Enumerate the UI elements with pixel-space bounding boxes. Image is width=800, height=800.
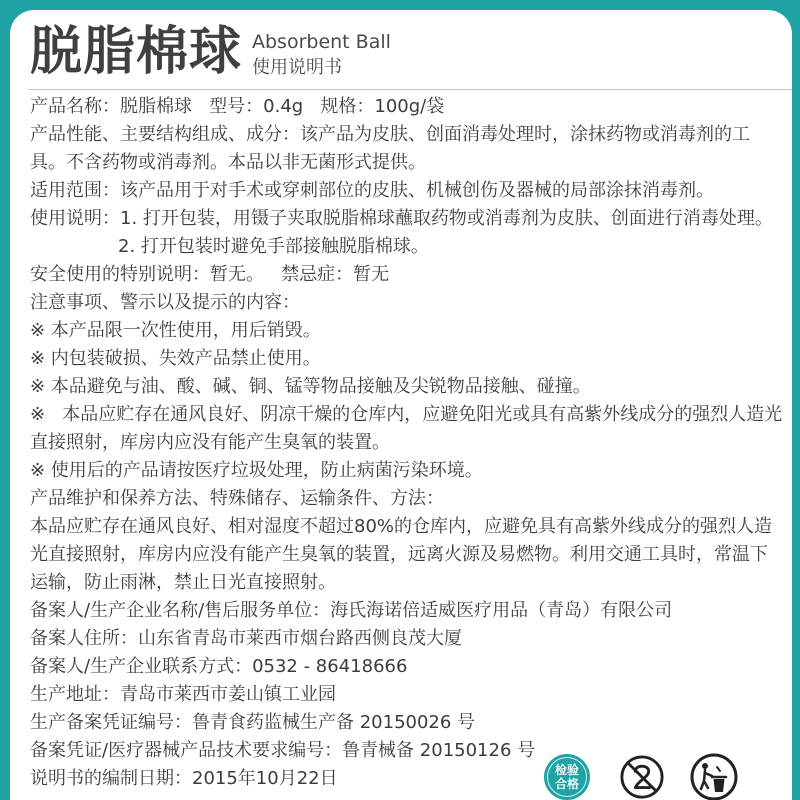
registrant-line: 备案人/生产企业名称/售后服务单位：海氏海诺倍适威医疗用品（青岛）有限公司 (30, 600, 673, 621)
usage-line-1: 使用说明：1. 打开包装，用镊子夹取脱脂棉球蘸取药物或消毒剂为皮肤、创面进行消毒处理。 (30, 208, 773, 229)
instruction-body (30, 93, 788, 793)
precautions-heading: 注意事项、警示以及提示的内容： (30, 292, 300, 313)
inspection-badge-line2: 合格 (554, 777, 579, 791)
product-name-line: 产品名称：脱脂棉球 型号：0.4g 规格：100g/袋 (30, 96, 445, 117)
precaution-item-4-cont: 直接照射，库房内应没有能产生臭氧的装置。 (30, 432, 390, 453)
precaution-item-2: ※ 内包装破损、失效产品禁止使用。 (30, 348, 321, 369)
do-not-reuse-icon (619, 754, 665, 800)
instruction-card (10, 10, 792, 800)
usage-line-2: 2. 打开包装时避免手部接触脱脂棉球。 (118, 236, 429, 257)
inspection-badge-line1: 检验 (554, 763, 579, 777)
storage-line-2: 光直接照射，库房内应没有能产生臭氧的装置，远离火源及易燃物。利用交通工具时，常温下 (30, 544, 768, 565)
precaution-item-4: ※ 本品应贮存在通风良好、阴凉干燥的仓库内，应避免阳光或具有高紫外线成分的强烈人造光 (30, 404, 783, 425)
storage-line-1: 本品应贮存在通风良好、相对湿度不超过80%的仓库内，应避免具有高紫外线成分的强烈人造 (30, 516, 773, 537)
contact-line: 备案人/生产企业联系方式：0532 - 86418666 (30, 656, 408, 677)
precaution-item-1: ※ 本产品限一次性使用，用后销毁。 (30, 320, 321, 341)
registrant-address-line: 备案人住所：山东省青岛市莱西市烟台路西侧良茂大厦 (30, 628, 462, 649)
production-address-line: 生产地址：青岛市莱西市姜山镇工业园 (30, 684, 336, 705)
storage-heading: 产品维护和保养方法、特殊储存、运输条件、方法： (30, 488, 444, 509)
product-english-name: Absorbent Ball (252, 31, 391, 53)
dispose-in-bin-icon (690, 753, 738, 800)
compile-date-line: 说明书的编制日期：2015年10月22日 (30, 768, 338, 789)
header-divider (28, 89, 792, 90)
inspection-passed-badge (544, 754, 590, 800)
performance-line: 产品性能、主要结构组成、成分：该产品为皮肤、创面消毒处理时，涂抹药物或消毒剂的工 (30, 124, 750, 145)
precaution-item-5: ※ 使用后的产品请按医疗垃圾处理，防止病菌污染环境。 (30, 460, 483, 481)
performance-line-cont: 具。不含药物或消毒剂。本品以非无菌形式提供。 (30, 152, 426, 173)
product-title: 脱脂棉球 (30, 22, 243, 82)
document-type-label: 使用说明书 (252, 57, 342, 78)
safety-note-line: 安全使用的特别说明：暂无。 禁忌症：暂无 (30, 264, 390, 285)
storage-line-3: 运输，防止雨淋，禁止日光直接照射。 (30, 572, 336, 593)
precaution-item-3: ※ 本品避免与油、酸、碱、铜、锰等物品接触及尖锐物品接触、碰撞。 (30, 376, 591, 397)
production-cert-line: 生产备案凭证编号：鲁青食药监械生产备 20150026 号 (30, 712, 476, 733)
tech-requirement-line: 备案凭证/医疗器械产品技术要求编号：鲁青械备 20150126 号 (30, 740, 536, 761)
scope-line: 适用范围：该产品用于对手术或穿刺部位的皮肤、机械创伤及器械的局部涂抹消毒剂。 (30, 180, 714, 201)
